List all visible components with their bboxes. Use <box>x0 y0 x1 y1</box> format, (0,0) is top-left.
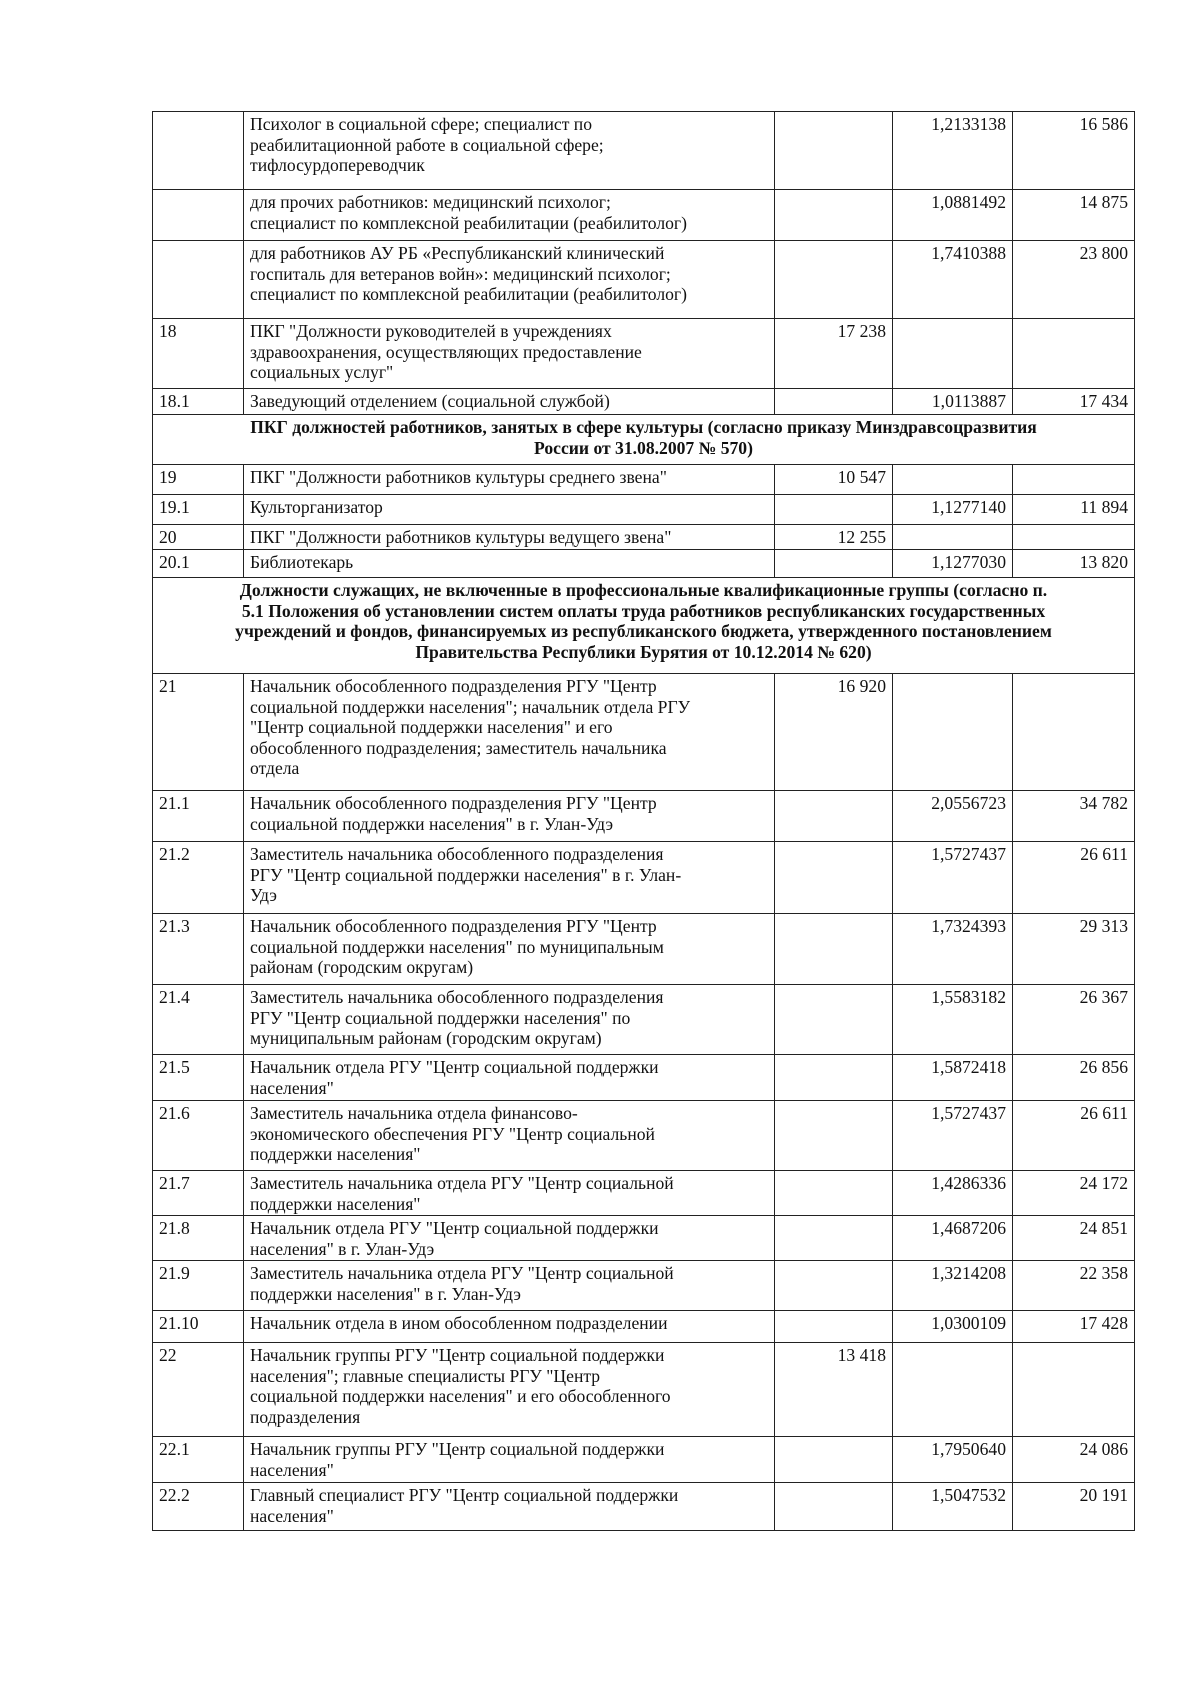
table-row <box>153 465 1135 495</box>
base-salary-cell <box>775 112 893 190</box>
row-number-cell: 22.2 <box>153 1483 244 1531</box>
position-name-cell: Начальник отдела РГУ "Центр социальной поддержки населения" <box>244 1055 775 1101</box>
row-number-cell: 21.5 <box>153 1055 244 1101</box>
salary-amount-cell <box>1013 1343 1135 1437</box>
salary-amount-cell: 26 367 <box>1013 985 1135 1055</box>
salary-amount-cell: 23 800 <box>1013 241 1135 319</box>
table-row <box>153 1055 1135 1101</box>
position-name-cell: Главный специалист РГУ "Центр социальной поддержки населения" <box>244 1483 775 1531</box>
salary-amount-cell: 24 851 <box>1013 1216 1135 1261</box>
table-row <box>153 389 1135 415</box>
table-row <box>153 112 1135 190</box>
position-name-cell: для работников АУ РБ «Республиканский клинический госпиталь для ветеранов войн»: медицинский психолог; специалист по комплексной реабилитации (реабилитолог) <box>244 241 775 319</box>
base-salary-cell <box>775 914 893 985</box>
table-row <box>153 914 1135 985</box>
base-salary-cell <box>775 1483 893 1531</box>
table-row <box>153 525 1135 550</box>
salary-amount-cell <box>1013 525 1135 550</box>
coefficient-cell: 1,7324393 <box>893 914 1013 985</box>
coefficient-cell: 1,5047532 <box>893 1483 1013 1531</box>
coefficient-cell: 1,2133138 <box>893 112 1013 190</box>
salary-amount-cell: 20 191 <box>1013 1483 1135 1531</box>
base-salary-cell <box>775 241 893 319</box>
base-salary-cell <box>775 791 893 842</box>
section-header-row <box>153 578 1135 674</box>
table-row <box>153 985 1135 1055</box>
base-salary-cell <box>775 985 893 1055</box>
base-salary-cell: 16 920 <box>775 674 893 791</box>
position-name-cell: Заместитель начальника отдела РГУ "Центр социальной поддержки населения" в г. Улан-Удэ <box>244 1261 775 1311</box>
table-row <box>153 550 1135 578</box>
position-name-cell: ПКГ "Должности работников культуры среднего звена" <box>244 465 775 495</box>
position-name-cell: Начальник группы РГУ "Центр социальной поддержки населения" <box>244 1437 775 1483</box>
row-number-cell: 21.6 <box>153 1101 244 1171</box>
row-number-cell: 20 <box>153 525 244 550</box>
base-salary-cell <box>775 1171 893 1216</box>
position-name-cell: Начальник обособленного подразделения РГУ "Центр социальной поддержки населения"; начальник отдела РГУ "Центр социальной поддержки населения" и его обособленного подразделения; заместитель начальника отдела <box>244 674 775 791</box>
row-number-cell: 21.1 <box>153 791 244 842</box>
position-name-cell: Заместитель начальника обособленного подразделения РГУ "Центр социальной поддержки населения" в г. Улан- Удэ <box>244 842 775 914</box>
row-number-cell: 21.3 <box>153 914 244 985</box>
coefficient-cell: 1,1277140 <box>893 495 1013 525</box>
base-salary-cell <box>775 190 893 241</box>
salary-amount-cell: 26 611 <box>1013 842 1135 914</box>
position-name-cell: Заместитель начальника обособленного подразделения РГУ "Центр социальной поддержки населения" по муниципальным районам (городским округам) <box>244 985 775 1055</box>
salary-amount-cell: 24 086 <box>1013 1437 1135 1483</box>
row-number-cell: 21.9 <box>153 1261 244 1311</box>
salary-table <box>152 111 1135 1531</box>
table-row <box>153 1261 1135 1311</box>
base-salary-cell <box>775 1261 893 1311</box>
table-row <box>153 1343 1135 1437</box>
row-number-cell <box>153 241 244 319</box>
coefficient-cell: 1,0881492 <box>893 190 1013 241</box>
coefficient-cell <box>893 465 1013 495</box>
salary-amount-cell: 22 358 <box>1013 1261 1135 1311</box>
coefficient-cell: 1,5727437 <box>893 1101 1013 1171</box>
row-number-cell: 19 <box>153 465 244 495</box>
base-salary-cell <box>775 1055 893 1101</box>
coefficient-cell: 1,3214208 <box>893 1261 1013 1311</box>
section-title: ПКГ должностей работников, занятых в сфере культуры (согласно приказу Минздравсоцразвития России от 31.08.2007 № 570) <box>153 415 1135 465</box>
salary-amount-cell: 26 611 <box>1013 1101 1135 1171</box>
position-name-cell: ПКГ "Должности руководителей в учреждениях здравоохранения, осуществляющих предоставление социальных услуг" <box>244 319 775 389</box>
row-number-cell: 18 <box>153 319 244 389</box>
salary-amount-cell: 24 172 <box>1013 1171 1135 1216</box>
position-name-cell: Заведующий отделением (социальной службой) <box>244 389 775 415</box>
position-name-cell: Заместитель начальника отдела финансово- экономического обеспечения РГУ "Центр социальной поддержки населения" <box>244 1101 775 1171</box>
position-name-cell: Заместитель начальника отдела РГУ "Центр социальной поддержки населения" <box>244 1171 775 1216</box>
coefficient-cell: 1,0113887 <box>893 389 1013 415</box>
base-salary-cell: 10 547 <box>775 465 893 495</box>
coefficient-cell: 1,7410388 <box>893 241 1013 319</box>
salary-amount-cell: 17 428 <box>1013 1311 1135 1343</box>
coefficient-cell: 2,0556723 <box>893 791 1013 842</box>
row-number-cell: 21.8 <box>153 1216 244 1261</box>
table-row <box>153 674 1135 791</box>
coefficient-cell: 1,1277030 <box>893 550 1013 578</box>
row-number-cell: 20.1 <box>153 550 244 578</box>
table-row <box>153 1311 1135 1343</box>
base-salary-cell <box>775 1216 893 1261</box>
row-number-cell: 21.7 <box>153 1171 244 1216</box>
table-row <box>153 319 1135 389</box>
table-row <box>153 791 1135 842</box>
salary-amount-cell: 13 820 <box>1013 550 1135 578</box>
base-salary-cell <box>775 495 893 525</box>
position-name-cell: Культорганизатор <box>244 495 775 525</box>
table-row <box>153 1171 1135 1216</box>
coefficient-cell: 1,5727437 <box>893 842 1013 914</box>
position-name-cell: ПКГ "Должности работников культуры ведущего звена" <box>244 525 775 550</box>
position-name-cell: Начальник обособленного подразделения РГУ "Центр социальной поддержки населения" по муниципальным районам (городским округам) <box>244 914 775 985</box>
row-number-cell: 18.1 <box>153 389 244 415</box>
table-row <box>153 842 1135 914</box>
table-row <box>153 241 1135 319</box>
base-salary-cell <box>775 550 893 578</box>
table-row <box>153 1101 1135 1171</box>
table-row <box>153 1216 1135 1261</box>
coefficient-cell <box>893 1343 1013 1437</box>
salary-amount-cell: 14 875 <box>1013 190 1135 241</box>
salary-amount-cell: 26 856 <box>1013 1055 1135 1101</box>
coefficient-cell <box>893 525 1013 550</box>
coefficient-cell <box>893 319 1013 389</box>
salary-amount-cell: 34 782 <box>1013 791 1135 842</box>
base-salary-cell <box>775 1311 893 1343</box>
coefficient-cell: 1,0300109 <box>893 1311 1013 1343</box>
row-number-cell: 19.1 <box>153 495 244 525</box>
row-number-cell: 22 <box>153 1343 244 1437</box>
coefficient-cell: 1,4286336 <box>893 1171 1013 1216</box>
salary-amount-cell <box>1013 319 1135 389</box>
salary-amount-cell: 17 434 <box>1013 389 1135 415</box>
base-salary-cell: 13 418 <box>775 1343 893 1437</box>
table-row <box>153 1483 1135 1531</box>
salary-amount-cell <box>1013 465 1135 495</box>
position-name-cell: для прочих работников: медицинский психолог; специалист по комплексной реабилитации (реабилитолог) <box>244 190 775 241</box>
row-number-cell <box>153 112 244 190</box>
row-number-cell <box>153 190 244 241</box>
position-name-cell: Начальник группы РГУ "Центр социальной поддержки населения"; главные специалисты РГУ "Центр социальной поддержки населения" и его обособленного подразделения <box>244 1343 775 1437</box>
row-number-cell: 21 <box>153 674 244 791</box>
salary-amount-cell: 11 894 <box>1013 495 1135 525</box>
coefficient-cell <box>893 674 1013 791</box>
base-salary-cell <box>775 389 893 415</box>
row-number-cell: 21.4 <box>153 985 244 1055</box>
position-name-cell: Начальник отдела РГУ "Центр социальной поддержки населения" в г. Улан-Удэ <box>244 1216 775 1261</box>
base-salary-cell <box>775 842 893 914</box>
row-number-cell: 22.1 <box>153 1437 244 1483</box>
table-row <box>153 190 1135 241</box>
table-row <box>153 1437 1135 1483</box>
row-number-cell: 21.10 <box>153 1311 244 1343</box>
position-name-cell: Начальник отдела в ином обособленном подразделении <box>244 1311 775 1343</box>
base-salary-cell: 17 238 <box>775 319 893 389</box>
coefficient-cell: 1,5583182 <box>893 985 1013 1055</box>
salary-amount-cell: 29 313 <box>1013 914 1135 985</box>
salary-amount-cell <box>1013 674 1135 791</box>
position-name-cell: Психолог в социальной сфере; специалист по реабилитационной работе в социальной сфере; тифлосурдопереводчик <box>244 112 775 190</box>
section-title: Должности служащих, не включенные в профессиональные квалификационные группы (согласно п. 5.1 Положения об установлении систем оплаты труда работников республиканских государственных учреждений и фондов, финансируемых из республиканского бюджета, утвержденного постановлением Правительства Республики Бурятия от 10.12.2014 № 620) <box>153 578 1135 674</box>
base-salary-cell: 12 255 <box>775 525 893 550</box>
coefficient-cell: 1,7950640 <box>893 1437 1013 1483</box>
table-row <box>153 495 1135 525</box>
row-number-cell: 21.2 <box>153 842 244 914</box>
coefficient-cell: 1,5872418 <box>893 1055 1013 1101</box>
position-name-cell: Начальник обособленного подразделения РГУ "Центр социальной поддержки населения" в г. Улан-Удэ <box>244 791 775 842</box>
salary-amount-cell: 16 586 <box>1013 112 1135 190</box>
base-salary-cell <box>775 1101 893 1171</box>
section-header-row <box>153 415 1135 465</box>
position-name-cell: Библиотекарь <box>244 550 775 578</box>
base-salary-cell <box>775 1437 893 1483</box>
coefficient-cell: 1,4687206 <box>893 1216 1013 1261</box>
